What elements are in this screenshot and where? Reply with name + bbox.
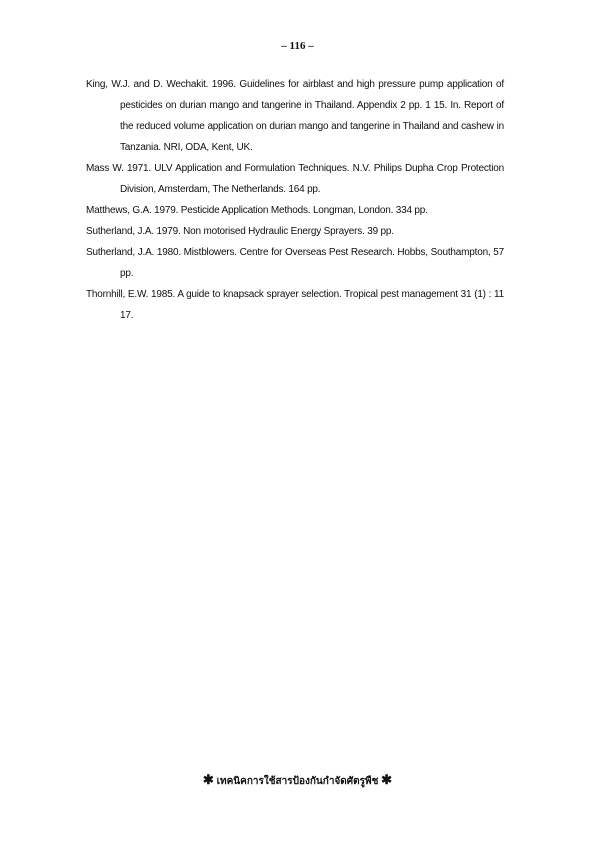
reference-entry: Sutherland, J.A. 1980. Mistblowers. Centre for Overseas Pest Research. Hobbs, Southampton, 57 pp. bbox=[86, 247, 504, 279]
reference-entry: King, W.J. and D. Wechakit. 1996. Guidelines for airblast and high pressure pump application of pesticides on durian mango and tangerine in Thailand. Appendix 2 pp. 1 15. In. Report of the reduced volume application on durian mango and tangerine in Thailand and cashew in Tanzania. NRI, ODA, Kent, UK. bbox=[86, 79, 504, 153]
reference-entry: Matthews, G.A. 1979. Pesticide Application Methods. Longman, London. 334 pp. bbox=[86, 205, 428, 216]
footer bbox=[0, 772, 595, 789]
reference-list bbox=[86, 74, 504, 326]
star-icon: ✱ bbox=[202, 772, 214, 787]
page-number: – 116 – bbox=[281, 40, 314, 52]
reference-entry: Thornhill, E.W. 1985. A guide to knapsack sprayer selection. Tropical pest management 31 (1) : 11 17. bbox=[86, 289, 504, 321]
reference-entry: Sutherland, J.A. 1979. Non motorised Hydraulic Energy Sprayers. 39 pp. bbox=[86, 226, 394, 237]
reference-entry: Mass W. 1971. ULV Application and Formulation Techniques. N.V. Philips Dupha Crop Protection Division, Amsterdam, The Netherlands. 164 pp. bbox=[86, 163, 504, 195]
star-icon: ✱ bbox=[381, 772, 393, 787]
footer-text: เทคนิคการใช้สารป้องกันกำจัดศัตรูพืช bbox=[216, 776, 379, 787]
